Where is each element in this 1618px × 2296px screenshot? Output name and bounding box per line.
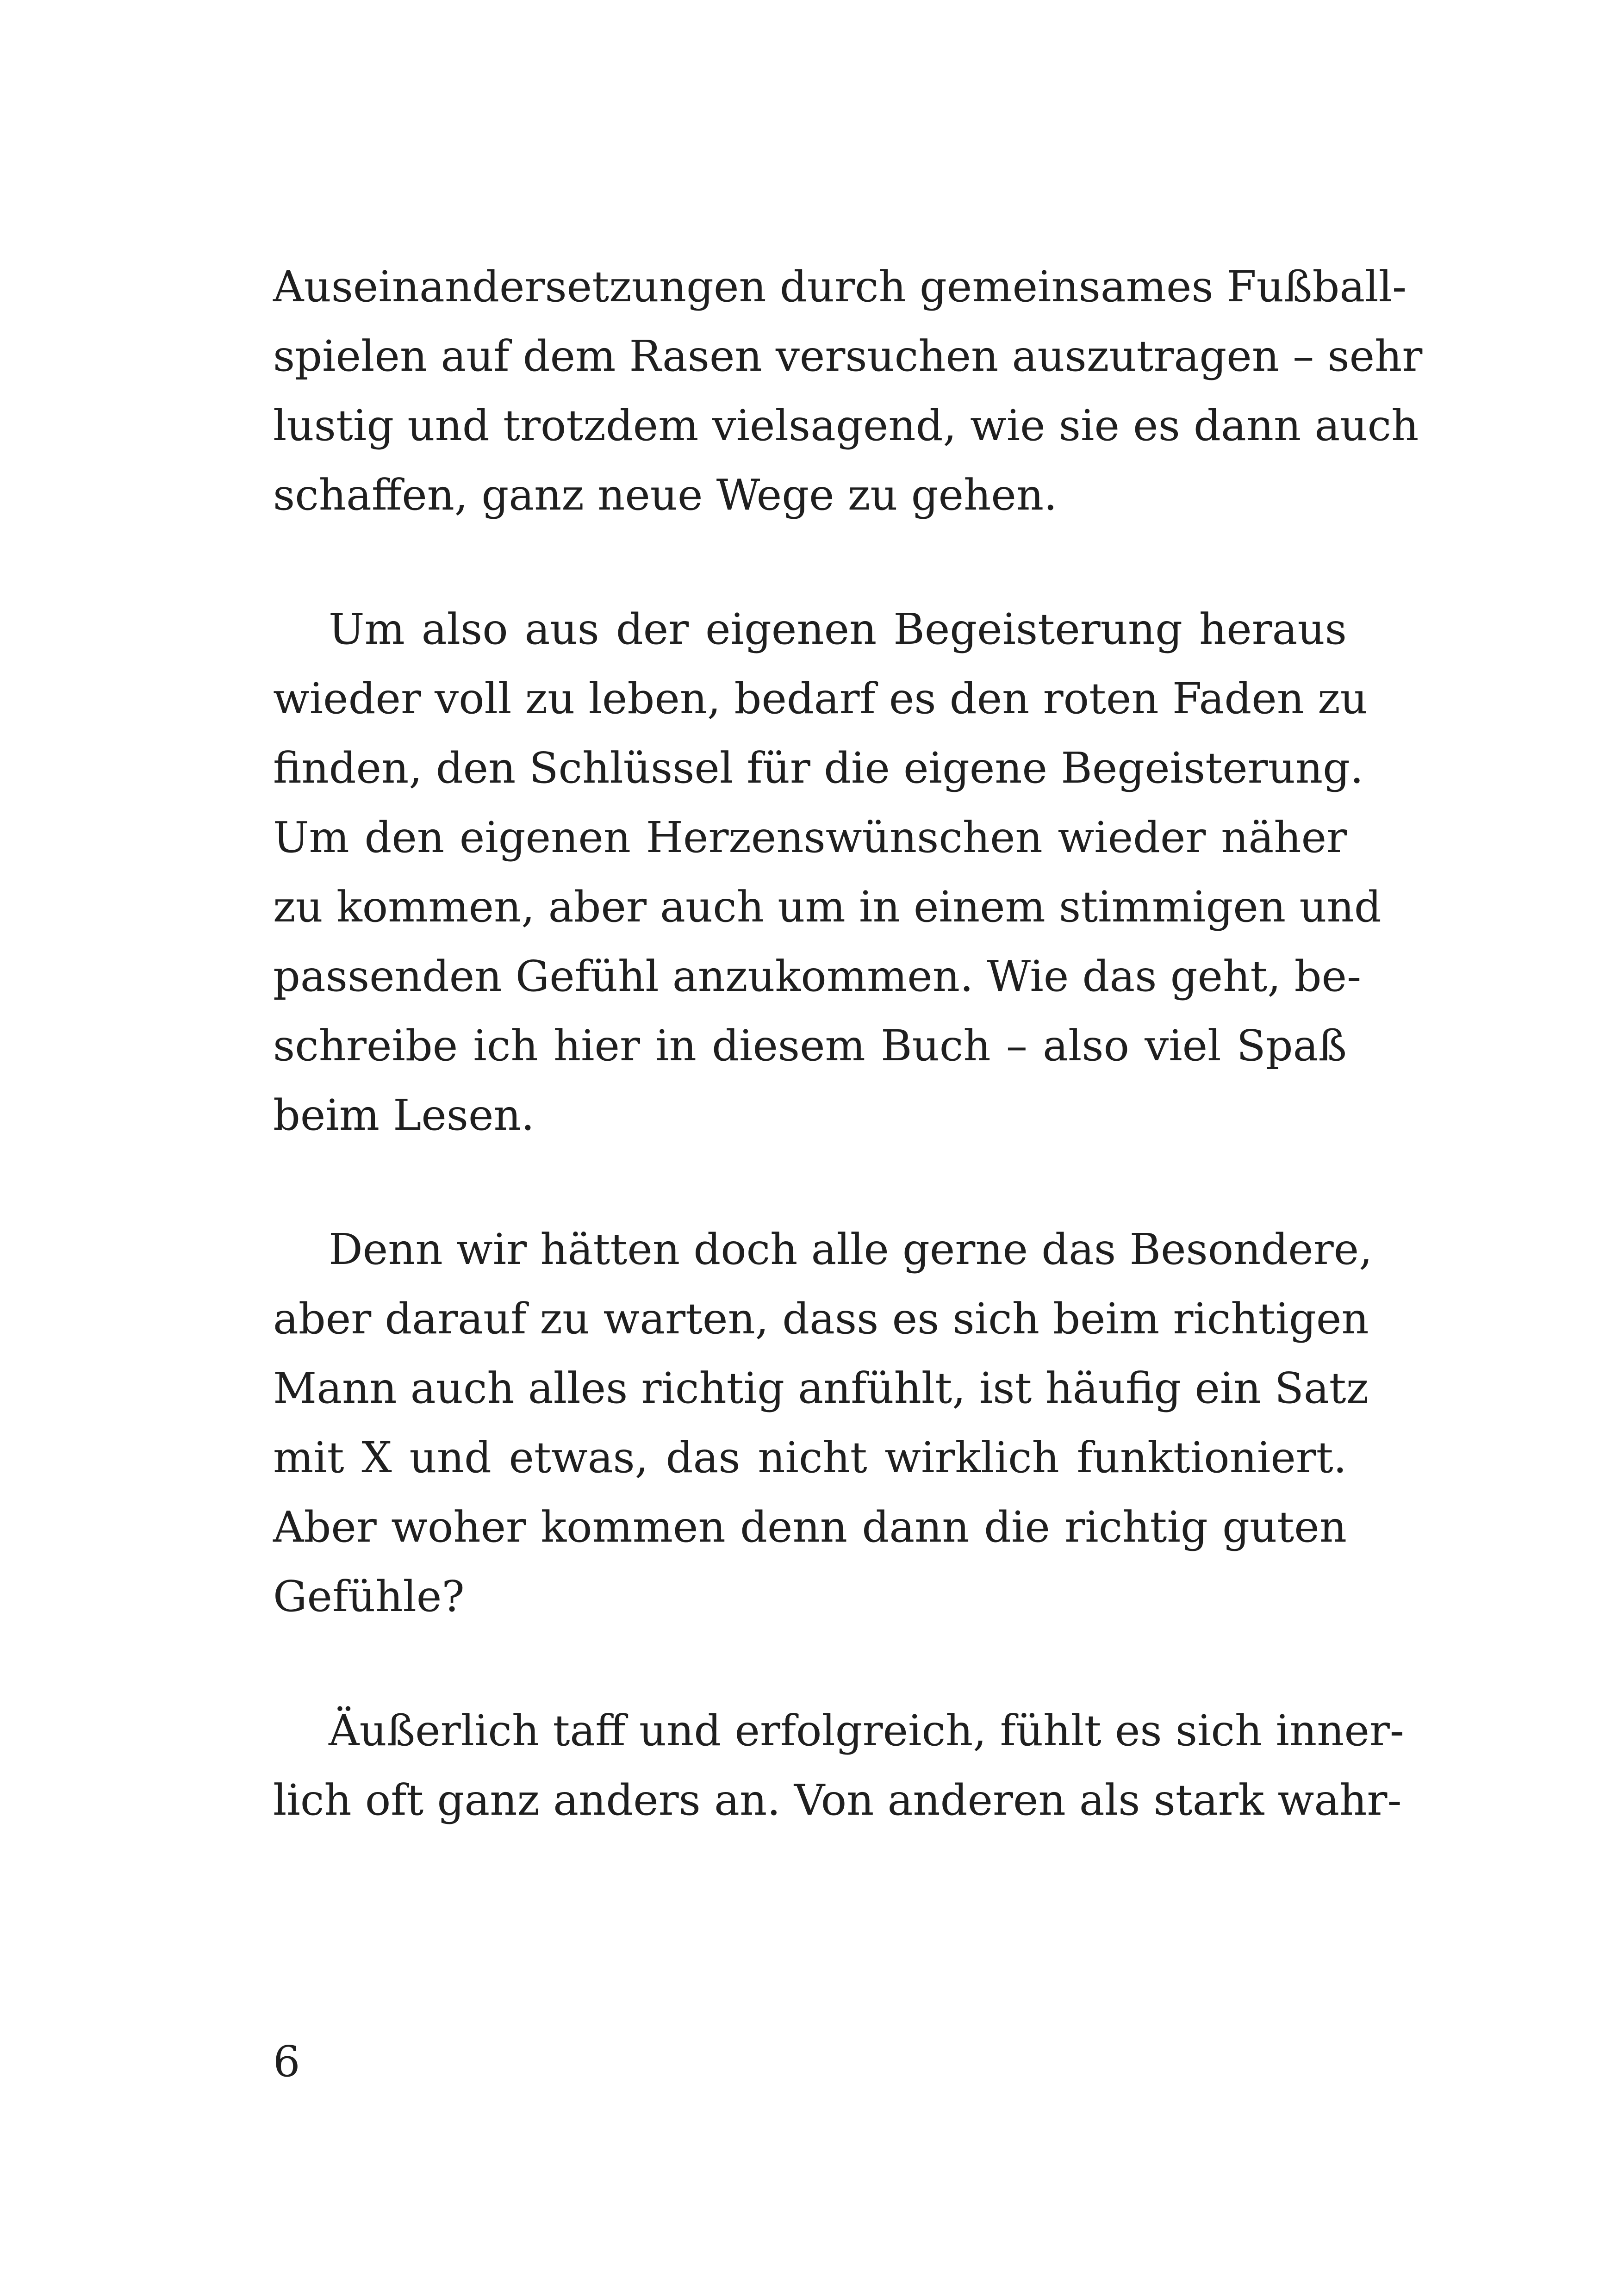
text-line: finden, den Schlüssel für die eigene Begeisterung. xyxy=(273,743,1364,793)
text-line: schaffen, ganz neue Wege zu gehen. xyxy=(273,470,1058,520)
text-line: zu kommen, aber auch um in einem stimmigen und xyxy=(273,882,1382,932)
text-line: passenden Gefühl anzukommen. Wie das geht, be- xyxy=(273,952,1362,1001)
text-line: beim Lesen. xyxy=(273,1090,535,1140)
text-line: lich oft ganz anders an. Von anderen als stark wahr- xyxy=(273,1775,1402,1825)
text-line: Um den eigenen Herzenswünschen wieder näher xyxy=(273,813,1347,862)
text-line: Auseinandersetzungen durch gemeinsames Fußball- xyxy=(273,262,1407,311)
text-line: spielen auf dem Rasen versuchen auszutragen – sehr xyxy=(273,331,1423,381)
text-line: Mann auch alles richtig anfühlt, ist häufig ein Satz xyxy=(273,1363,1369,1413)
text-line: lustig und trotzdem vielsagend, wie sie es dann auch xyxy=(273,401,1419,450)
text-line: Gefühle? xyxy=(273,1572,465,1621)
text-line: mit X und etwas, das nicht wirklich funktioniert. xyxy=(273,1433,1347,1482)
page-number: 6 xyxy=(273,2037,300,2086)
text-line: Äußerlich taff und erfolgreich, fühlt es sich inner- xyxy=(329,1706,1404,1755)
text-line: Aber woher kommen denn dann die richtig guten xyxy=(273,1502,1347,1552)
text-line: Denn wir hätten doch alle gerne das Besondere, xyxy=(329,1225,1373,1274)
text-line: aber darauf zu warten, dass es sich beim richtigen xyxy=(273,1294,1369,1344)
text-line: Um also aus der eigenen Begeisterung heraus xyxy=(329,604,1347,654)
text-line: schreibe ich hier in diesem Buch – also viel Spaß xyxy=(273,1021,1347,1070)
text-line: wieder voll zu leben, bedarf es den roten Faden zu xyxy=(273,674,1368,723)
